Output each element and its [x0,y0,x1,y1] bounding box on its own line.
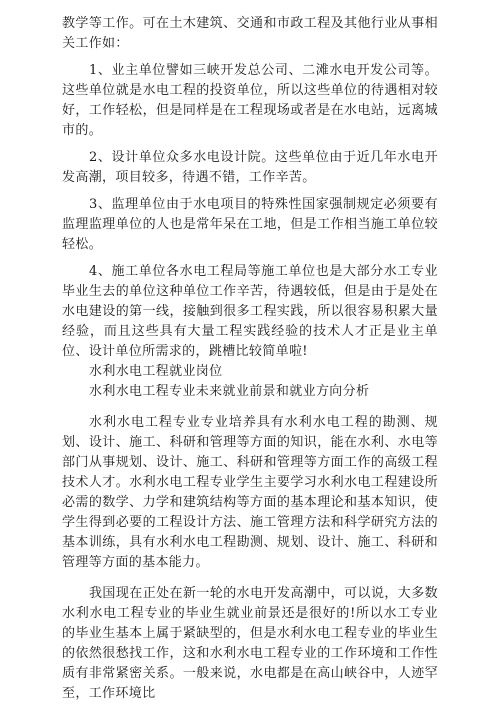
paragraph-employment-outlook: 我国现在正处在新一轮的水电开发高潮中，可以说，大多数水利水电工程专业的毕业生就业前景还是很好的!所以水工专业的毕业生基本上属于紧缺型的，但是水利水电工程专业的毕业生的依然很愁找工作，这和水利水电工程专业的工作环境和工作性质有非常紧密关系。一般来说，水电都是在高山峡谷中，人迹罕至，工作环境比 [62,586,438,701]
paragraph-intro: 教学等工作。可在土木建筑、交通和市政工程及其他行业从事相关工作如： [62,16,438,51]
paragraph-major-description: 水利水电工程专业专业培养具有水利水电工程的勘测、规划、设计、施工、科研和管理等方面的知识，能在水利、水电等部门从事规划、设计、施工、科研和管理等方面工作的高级工程技术人才。水利水电工程专业学生主要学习水利水电工程建设所必需的数学、力学和建筑结构等方面的基本理论和基本知识，使学生得到必要的工程设计方法、施工管理方法和科学研究方法的基本训练，具有水利水电工程勘测、规划、设计、施工、科研和管理等方面的基本能力。 [62,415,438,570]
paragraph-owner-units: 1、业主单位譬如三峡开发总公司、二滩水电开发公司等。这些单位就是水电工程的投资单位，所以这些单位的待遇相对较好，工作轻松，但是同样是在工程现场或者是在水电站，远离城市的。 [62,63,438,138]
paragraph-construction-units: 4、施工单位各水电工程局等施工单位也是大部分水工专业毕业生去的单位这种单位工作辛苦，待遇较低，但是由于是处在水电建设的第一线，接触到很多工程实践，所以很容易积累大量经验，而且这些具有大量工程实践经验的技术人才正是业主单位、设计单位所需求的，跳槽比较简单啦! [62,264,438,359]
paragraph-design-units: 2、设计单位众多水电设计院。这些单位由于近几年水电开发高潮，项目较多，待遇不错，工作辛苦。 [62,150,438,185]
section-heading-prospects: 水利水电工程专业未来就业前景和就业方向分析 [89,384,370,399]
paragraph-supervision-units: 3、监理单位由于水电项目的特殊性国家强制规定必须要有监理监理单位的人也是常年呆在工地，但是工作相当施工单位较轻松。 [62,197,438,252]
section-heading-jobs: 水利水电工程就业岗位 [89,364,223,379]
